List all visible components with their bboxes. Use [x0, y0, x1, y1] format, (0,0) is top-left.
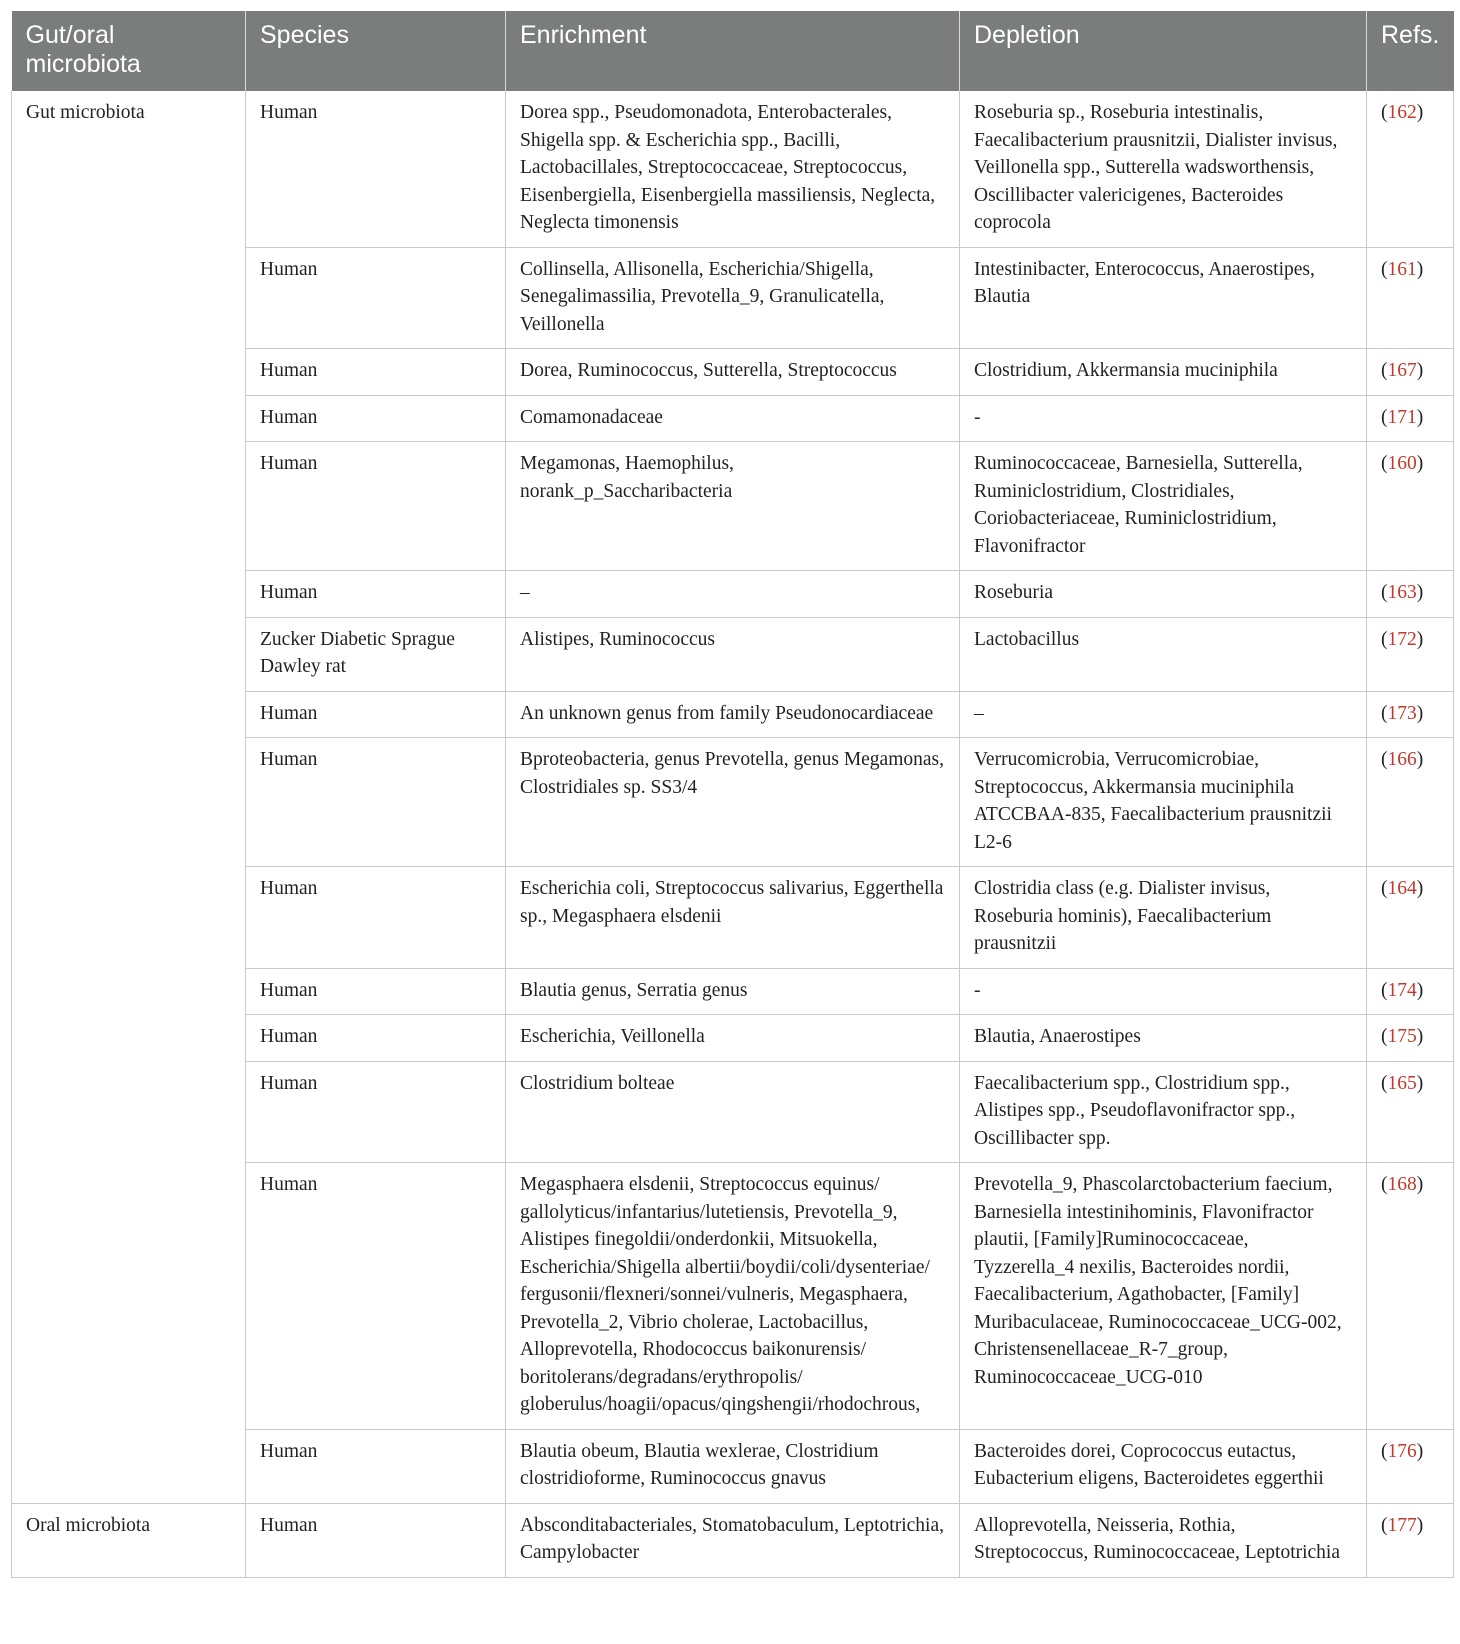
microbiota-table-container [11, 11, 1453, 1578]
header-species: Species [246, 11, 506, 91]
species-cell: Human [246, 1503, 506, 1577]
header-enrichment: Enrichment [506, 11, 960, 91]
enrichment-cell: Absconditabacteriales, Stomatobaculum, Leptotrichia, Campylobacter [506, 1503, 960, 1577]
refs-cell: (166) [1367, 738, 1454, 867]
reference-link[interactable]: 172 [1387, 628, 1417, 650]
species-cell: Human [246, 691, 506, 738]
enrichment-cell: Blautia genus, Serratia genus [506, 968, 960, 1015]
depletion-cell: Ruminococcaceae, Barnesiella, Sutterella, Ruminiclostridium, Clostridiales, Coriobacteriaceae, Ruminiclostridium, Flavonifractor [960, 442, 1367, 571]
refs-cell: (163) [1367, 571, 1454, 618]
depletion-cell: Roseburia sp., Roseburia intestinalis, Faecalibacterium prausnitzii, Dialister invisus, Veillonella spp., Sutterella wadsworthensis, Oscillibacter valericigenes, Bacteroides coprocola [960, 91, 1367, 247]
enrichment-cell: Megamonas, Haemophilus, norank_p_Saccharibacteria [506, 442, 960, 571]
enrichment-cell: An unknown genus from family Pseudonocardiaceae [506, 691, 960, 738]
enrichment-cell: Dorea spp., Pseudomonadota, Enterobacterales, Shigella spp. & Escherichia spp., Bacilli, Lactobacillales, Streptococcaceae, Streptococcus, Eisenbergiella, Eisenbergiella massiliensis, Neglecta, Neglecta timonensis [506, 91, 960, 247]
depletion-cell: Bacteroides dorei, Coprococcus eutactus, Eubacterium eligens, Bacteroidetes eggerthii [960, 1429, 1367, 1503]
refs-cell: (172) [1367, 617, 1454, 691]
depletion-cell: Verrucomicrobia, Verrucomicrobiae, Streptococcus, Akkermansia muciniphila ATCCBAA-835, Faecalibacterium prausnitzii L2-6 [960, 738, 1367, 867]
refs-cell: (162) [1367, 91, 1454, 247]
reference-link[interactable]: 164 [1387, 878, 1417, 899]
header-refs: Refs. [1367, 11, 1454, 91]
reference-link[interactable]: 176 [1387, 1440, 1417, 1462]
depletion-cell: Clostridium, Akkermansia muciniphila [960, 349, 1367, 396]
refs-cell: (175) [1367, 1015, 1454, 1062]
table-row [12, 91, 1454, 247]
depletion-cell: - [960, 395, 1367, 442]
reference-link[interactable]: 166 [1387, 749, 1417, 770]
refs-cell: (167) [1367, 349, 1454, 396]
reference-link[interactable]: 161 [1387, 258, 1417, 280]
header-microbiota: Gut/oral microbiota [12, 11, 246, 91]
depletion-cell: Lactobacillus [960, 617, 1367, 691]
reference-link[interactable]: 160 [1387, 453, 1417, 474]
enrichment-cell: Megasphaera elsdenii, Streptococcus equinus/ gallolyticus/infantarius/lutetiensis, Prevotella_9, Alistipes finegoldii/onderdonkii, Mitsuokella, Escherichia/Shigella albertii/boydii/coli/dysenteriae/ fergusonii/flexneri/sonnei/vulneris, Megasphaera, Prevotella_2, Vibrio cholerae, Lactobacillus, Alloprevotella, Rhodococcus baikonurensis/ boritolerans/degradans/erythropolis/ globerulus/hoagii/opacus/qingshengii/rhodochrous, [506, 1163, 960, 1430]
header-depletion: Depletion [960, 11, 1367, 91]
species-cell: Human [246, 1061, 506, 1163]
refs-cell: (177) [1367, 1503, 1454, 1577]
enrichment-cell: Alistipes, Ruminococcus [506, 617, 960, 691]
reference-link[interactable]: 174 [1387, 979, 1417, 1001]
species-cell: Human [246, 247, 506, 349]
depletion-cell: Intestinibacter, Enterococcus, Anaerostipes, Blautia [960, 247, 1367, 349]
species-cell: Human [246, 1163, 506, 1430]
reference-link[interactable]: 177 [1387, 1514, 1417, 1536]
species-cell: Human [246, 867, 506, 969]
reference-link[interactable]: 175 [1387, 1026, 1417, 1047]
depletion-cell: Blautia, Anaerostipes [960, 1015, 1367, 1062]
species-cell: Human [246, 738, 506, 867]
enrichment-cell: Escherichia coli, Streptococcus salivarius, Eggerthella sp., Megasphaera elsdenii [506, 867, 960, 969]
species-cell: Human [246, 442, 506, 571]
depletion-cell: Clostridia class (e.g. Dialister invisus, Roseburia hominis), Faecalibacterium prausnitzii [960, 867, 1367, 969]
refs-cell: (171) [1367, 395, 1454, 442]
refs-cell: (168) [1367, 1163, 1454, 1430]
refs-cell: (176) [1367, 1429, 1454, 1503]
reference-link[interactable]: 168 [1387, 1174, 1417, 1195]
refs-cell: (164) [1367, 867, 1454, 969]
refs-cell: (174) [1367, 968, 1454, 1015]
group-name-cell: Oral microbiota [12, 1503, 246, 1577]
depletion-cell: – [960, 691, 1367, 738]
enrichment-cell: Blautia obeum, Blautia wexlerae, Clostridium clostridioforme, Ruminococcus gnavus [506, 1429, 960, 1503]
enrichment-cell: – [506, 571, 960, 618]
species-cell: Human [246, 1429, 506, 1503]
reference-link[interactable]: 171 [1387, 406, 1417, 428]
depletion-cell: Prevotella_9, Phascolarctobacterium faecium, Barnesiella intestinihominis, Flavonifractor plautii, [Family]Ruminococcaceae, Tyzzerella_4 nexilis, Bacteroides nordii, Faecalibacterium, Agathobacter, [Family] Muribaculaceae, Ruminococcaceae_UCG-002, Christensenellaceae_R-7_group, Ruminococcaceae_UCG-010 [960, 1163, 1367, 1430]
species-cell: Human [246, 1015, 506, 1062]
reference-link[interactable]: 173 [1387, 702, 1417, 724]
refs-cell: (160) [1367, 442, 1454, 571]
refs-cell: (165) [1367, 1061, 1454, 1163]
microbiota-table [11, 11, 1454, 1578]
reference-link[interactable]: 163 [1387, 582, 1417, 603]
species-cell: Human [246, 395, 506, 442]
refs-cell: (173) [1367, 691, 1454, 738]
refs-cell: (161) [1367, 247, 1454, 349]
enrichment-cell: Collinsella, Allisonella, Escherichia/Shigella, Senegalimassilia, Prevotella_9, Granulicatella, Veillonella [506, 247, 960, 349]
species-cell: Human [246, 968, 506, 1015]
enrichment-cell: Bproteobacteria, genus Prevotella, genus Megamonas, Clostridiales sp. SS3/4 [506, 738, 960, 867]
group-name-cell: Gut microbiota [12, 91, 246, 1503]
depletion-cell: Alloprevotella, Neisseria, Rothia, Streptococcus, Ruminococcaceae, Leptotrichia [960, 1503, 1367, 1577]
species-cell: Human [246, 349, 506, 396]
enrichment-cell: Escherichia, Veillonella [506, 1015, 960, 1062]
table-header [12, 11, 1454, 91]
depletion-cell: Faecalibacterium spp., Clostridium spp., Alistipes spp., Pseudoflavonifractor spp., Oscillibacter spp. [960, 1061, 1367, 1163]
enrichment-cell: Clostridium bolteae [506, 1061, 960, 1163]
reference-link[interactable]: 165 [1387, 1072, 1417, 1094]
reference-link[interactable]: 162 [1387, 102, 1417, 123]
reference-link[interactable]: 167 [1387, 360, 1417, 381]
table-row [12, 1503, 1454, 1577]
depletion-cell: - [960, 968, 1367, 1015]
enrichment-cell: Dorea, Ruminococcus, Sutterella, Streptococcus [506, 349, 960, 396]
species-cell: Zucker Diabetic Sprague Dawley rat [246, 617, 506, 691]
species-cell: Human [246, 91, 506, 247]
table-body [12, 91, 1454, 1577]
depletion-cell: Roseburia [960, 571, 1367, 618]
enrichment-cell: Comamonadaceae [506, 395, 960, 442]
species-cell: Human [246, 571, 506, 618]
